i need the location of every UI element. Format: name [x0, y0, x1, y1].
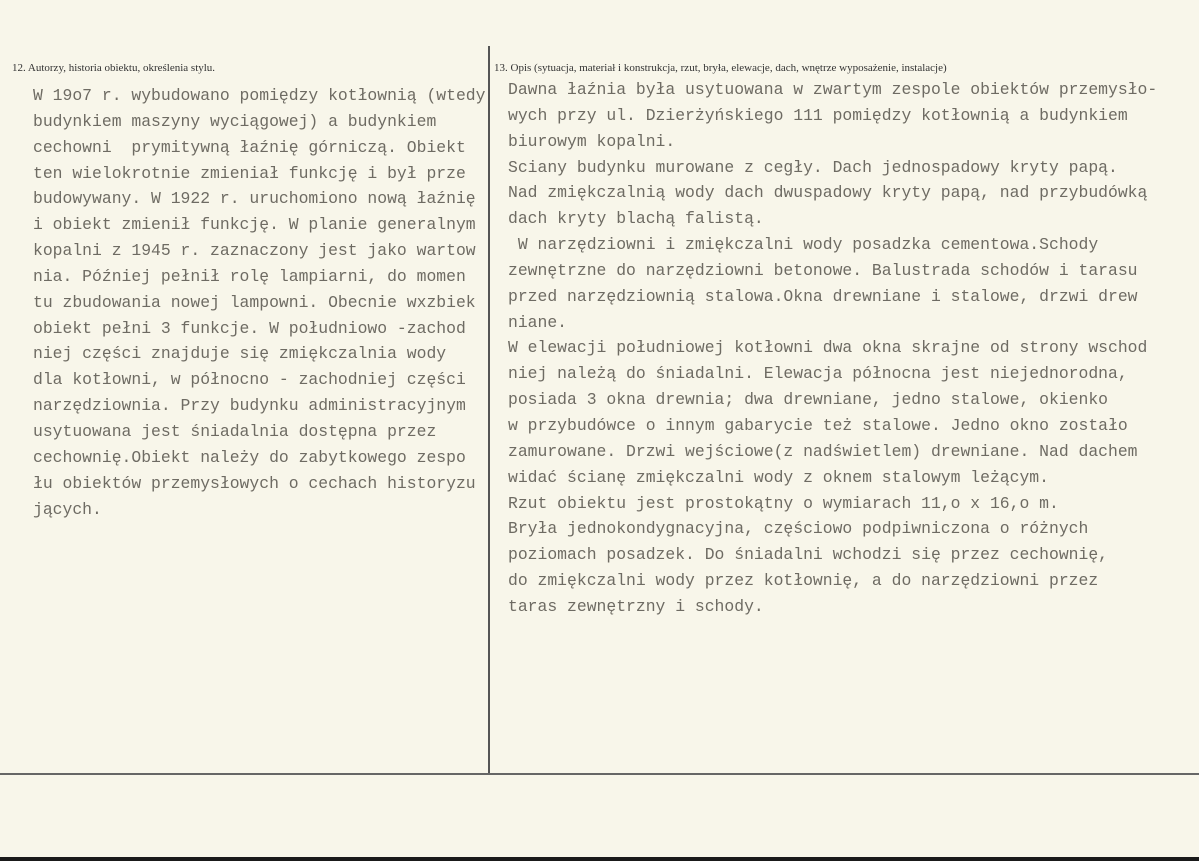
- text-line: obiekt pełni 3 funkcje. W południowo -zachod: [33, 318, 466, 338]
- text-line: niej należą do śniadalni. Elewacja północna jest niejednorodna,: [508, 364, 1128, 384]
- text-line: dach kryty blachą falistą.: [508, 209, 764, 229]
- text-line: Sciany budynku murowane z cegły. Dach jednospadowy kryty papą.: [508, 157, 1118, 177]
- text-line: dla kotłowni, w północno - zachodniej części: [33, 370, 466, 390]
- section-12-label: 12. Autorzy, historia obiektu, określenia stylu.: [12, 62, 216, 74]
- text-line: kopalni z 1945 r. zaznaczony jest jako wartow: [33, 241, 476, 261]
- text-line: cechowni prymitywną łaźnię górniczą. Obiekt: [33, 137, 466, 157]
- text-line: w przybudówce o innym gabarycie też stalowe. Jedno okno zostało: [508, 415, 1128, 435]
- text-line: usytuowana jest śniadalnia dostępna przez: [33, 421, 437, 441]
- text-line: widać ścianę zmiękczalni wody z oknem stalowym leżącym.: [508, 467, 1049, 487]
- text-line: Nad zmiękczalnią wody dach dwuspadowy kryty papą, nad przybudówką: [508, 183, 1148, 203]
- text-line: jących.: [33, 499, 102, 519]
- text-line: biurowym kopalni.: [508, 131, 676, 151]
- history-text: [33, 83, 485, 522]
- text-line: tu zbudowania nowej lampowni. Obecnie wxzbiek: [33, 292, 476, 312]
- text-line: budynkiem maszyny wyciągowej) a budynkiem: [33, 111, 437, 131]
- text-line: do zmiękczalni wody przez kotłownię, a do narzędziowni przez: [508, 571, 1099, 591]
- scan-edge: [0, 857, 1199, 861]
- description-text: [508, 77, 1157, 620]
- text-line: zamurowane. Drzwi wejściowe(z nadświetlem) drewniane. Nad dachem: [508, 441, 1138, 461]
- text-line: Dawna łaźnia była usytuowana w zwartym zespole obiektów przemysło-: [508, 80, 1158, 99]
- column-divider: [488, 46, 490, 773]
- text-line: ten wielokrotnie zmieniał funkcję i był prze: [33, 163, 466, 183]
- text-line: i obiekt zmienił funkcję. W planie generalnym: [33, 215, 476, 235]
- text-line: posiada 3 okna drewnia; dwa drewniane, jedno stalowe, okienko: [508, 390, 1108, 410]
- text-line: cechownię.Obiekt należy do zabytkowego zespo: [33, 447, 466, 467]
- text-line: Bryła jednokondygnacyjna, częściowo podpiwniczona o różnych: [508, 519, 1089, 539]
- text-line: taras zewnętrzny i schody.: [508, 596, 764, 616]
- text-line: budowywany. W 1922 r. uruchomiono nową łaźnię: [33, 189, 476, 209]
- section-13-label: 13. Opis (sytuacja, materiał i konstrukcja, rzut, bryła, elewacje, dach, wnętrze wyposażenie, instalacje): [494, 62, 947, 74]
- text-line: narzędziownia. Przy budynku administracyjnym: [33, 396, 466, 416]
- text-line: nia. Później pełnił rolę lampiarni, do momen: [33, 266, 466, 286]
- text-line: W narzędziowni i zmiękczalni wody posadzka cementowa.Schody: [508, 235, 1099, 255]
- text-line: przed narzędziownią stalowa.Okna drewniane i stalowe, drzwi drew: [508, 286, 1138, 306]
- text-line: łu obiektów przemysłowych o cechach historyzu: [33, 473, 476, 493]
- text-line: W 19o7 r. wybudowano pomiędzy kotłownią (wtedy: [33, 86, 486, 105]
- text-line: zewnętrzne do narzędziowni betonowe. Balustrada schodów i tarasu: [508, 260, 1138, 280]
- text-line: niej części znajduje się zmiękczalnia wody: [33, 344, 447, 364]
- text-line: wych przy ul. Dzierżyńskiego 111 pomiędzy kotłownią a budynkiem: [508, 105, 1128, 125]
- text-line: niane.: [508, 312, 568, 332]
- text-line: Rzut obiektu jest prostokątny o wymiarach 11,o x 16,o m.: [508, 493, 1059, 513]
- bottom-rule: [0, 773, 1199, 775]
- text-line: W elewacji południowej kotłowni dwa okna skrajne od strony wschod: [508, 338, 1148, 358]
- text-line: poziomach posadzek. Do śniadalni wchodzi się przez cechownię,: [508, 545, 1108, 565]
